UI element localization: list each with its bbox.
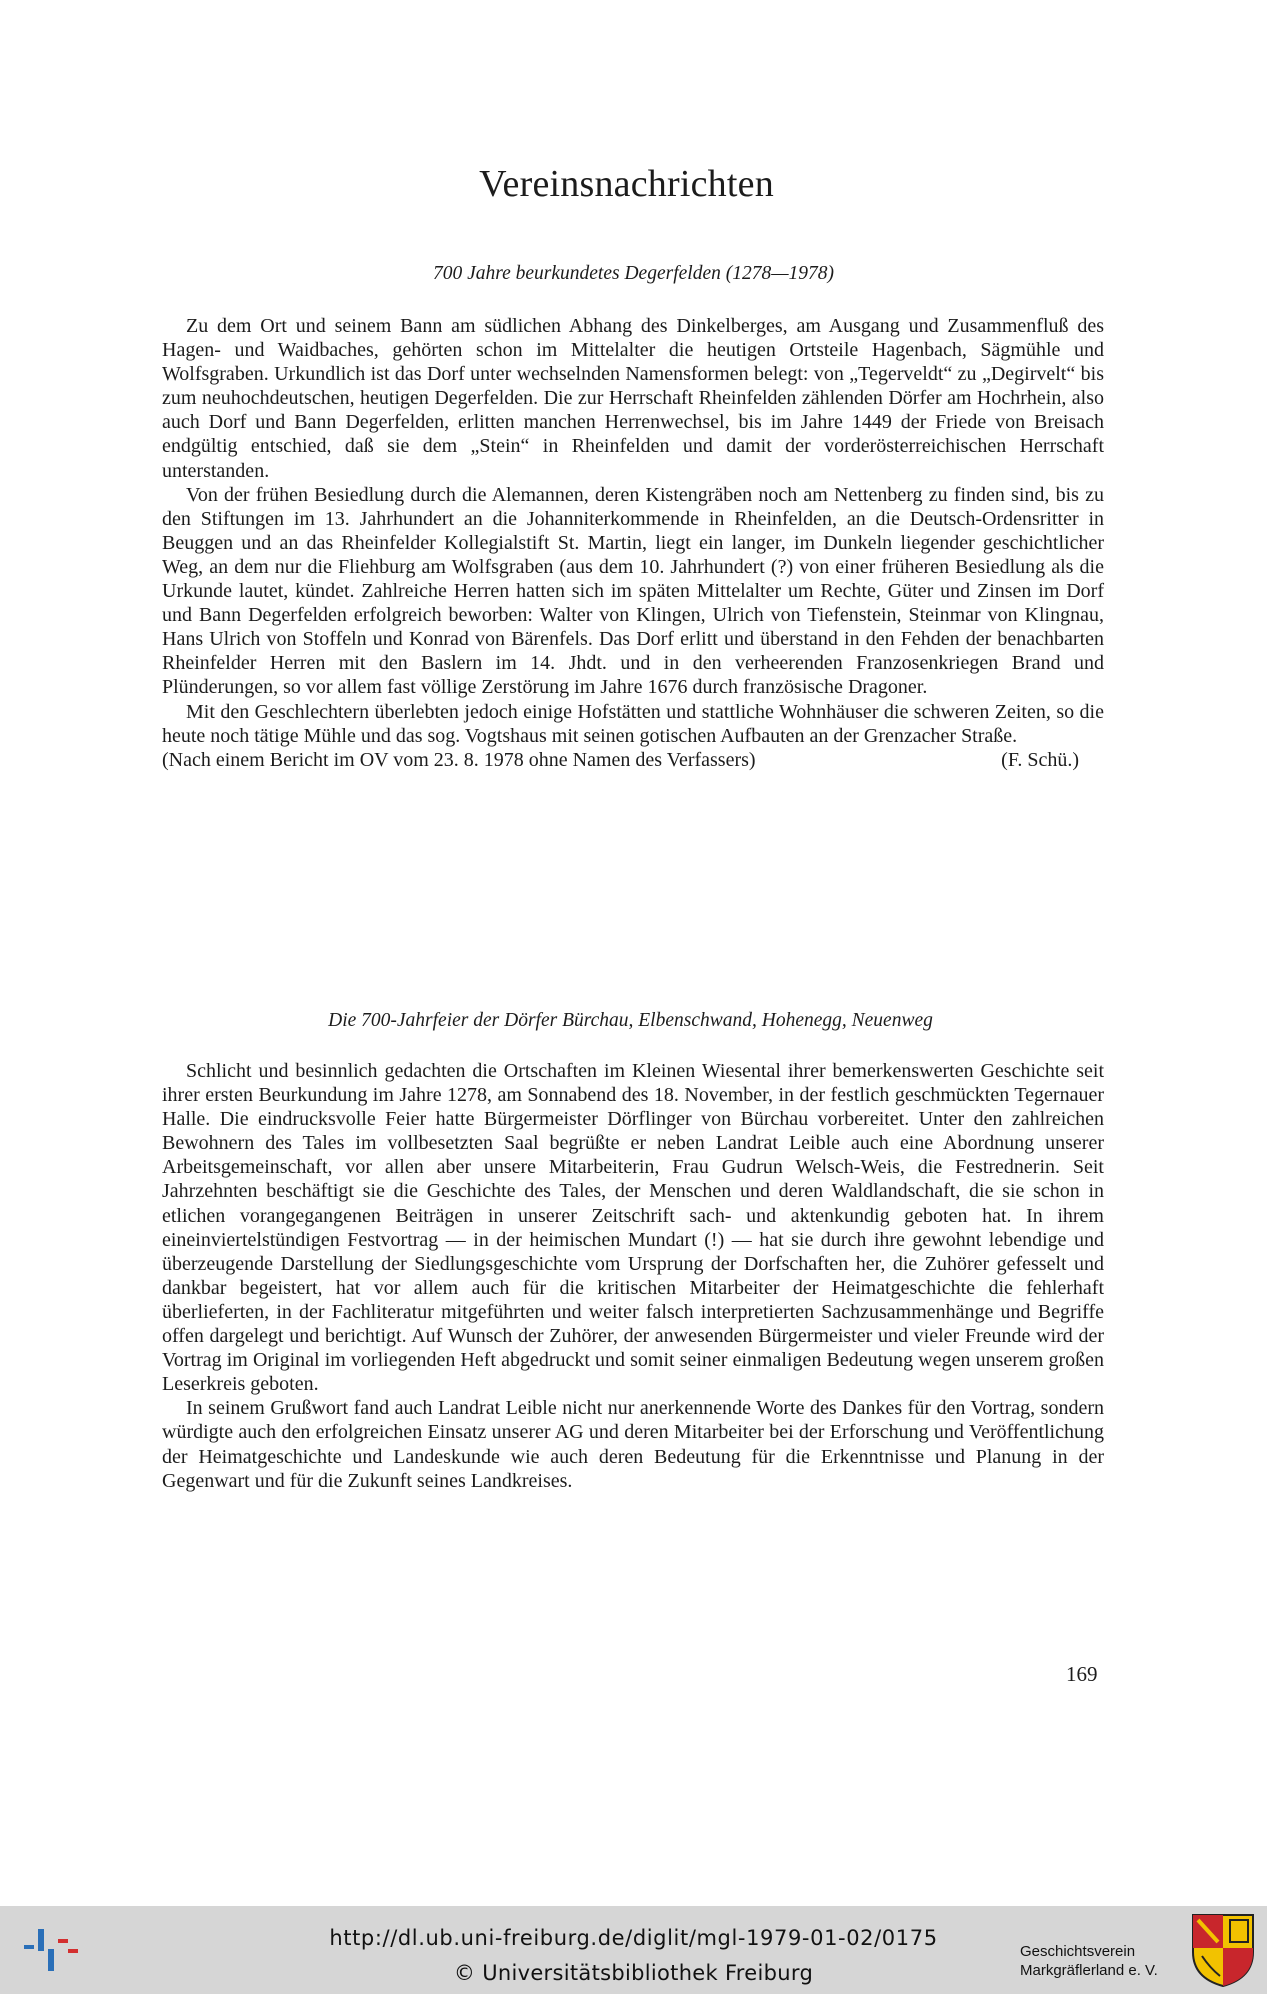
paragraph: Von der frühen Besiedlung durch die Alemannen, deren Kistengräben noch am Nettenberg zu finden sind, bis zu den Stiftungen im 13. Jahrhundert an die Johanniterkommende in Rheinfelden, an die Deutsch-Ordensritter in Beuggen und an das Rheinfelder Kollegialstift St. Martin, liegt ein langer, im Dunkeln liegender geschichtlicher Weg, an dem nur die Fliehburg am Wolfsgraben (aus dem 10. Jahrhundert (?) von einer früheren Besiedlung als die Urkunde lautet, kündet. Zahlreiche Herren hatten sich im späten Mittelalter um Rechte, Güter und Zinsen im Dorf und Bann Degerfelden erfolgreich beworben: Walter von Klingen, Ulrich von Tiefenstein, Steinmar von Klingnau, Hans Ulrich von Stoffeln und Konrad von Bärenfels. Das Dorf erlitt und überstand in den Fehden der benachbarten Rheinfelder Herren mit den Baslern im 14. Jhdt. und in den verheerenden Franzosenkriegen Brand und Plünderungen, so vor allem fast völlige Zerstörung im Jahre 1676 durch französische Dragoner. xyxy=(162,483,1104,699)
article-degerfelden xyxy=(162,314,1104,772)
copyright-notice: © Universitätsbibliothek Freiburg xyxy=(453,1961,814,1985)
document-url-link[interactable]: http://dl.ub.uni-freiburg.de/diglit/mgl-1979-01-02/0175 xyxy=(329,1926,938,1950)
footer-bar xyxy=(0,1906,1267,1994)
article-700-jahrfeier xyxy=(162,1059,1104,1493)
society-name-line2: Markgräflerland e. V. xyxy=(1020,1962,1158,1979)
author-initials: (F. Schü.) xyxy=(1001,748,1079,771)
source-note: (Nach einem Bericht im OV vom 23. 8. 1978 ohne Namen des Verfassers) xyxy=(162,748,756,771)
section-heading-700-jahrfeier: Die 700-Jahrfeier der Dörfer Bürchau, Elbenschwand, Hohenegg, Neuenweg xyxy=(328,1010,933,1031)
source-note-line xyxy=(162,748,1104,772)
paragraph: In seinem Grußwort fand auch Landrat Leible nicht nur anerkennende Worte des Dankes für den Vortrag, sondern würdigte auch den erfolgreichen Einsatz unserer AG und deren Mitarbeiter bei der Erforschung und Veröffentlichung der Heimatgeschichte und Landeskunde wie auch deren Bedeutung für die Erkenntnisse und Planung in der Gegenwart und für die Zukunft seines Landkreises. xyxy=(162,1397,1104,1492)
coat-of-arms-icon[interactable] xyxy=(1190,1912,1256,1988)
paragraph: Zu dem Ort und seinem Bann am südlichen Abhang des Dinkelberges, am Ausgang und Zusammenfluß des Hagen- und Waidbaches, gehörten schon im Mittelalter die heutigen Ortsteile Hagenbach, Sägmühle und Wolfsgraben. Urkundlich ist das Dorf unter wechselnden Namensformen belegt: von „Tegerveldt“ zu „Degirvelt“ bis zum neuhochdeutschen, heutigen Degerfelden. Die zur Herrschaft Rheinfelden zählenden Dörfer am Hochrhein, also auch Dorf und Bann Degerfelden, erlitten manchen Herrenwechsel, bis im Jahre 1449 der Friede von Breisach endgültig entschied, daß sie dem „Stein“ in Rheinfelden und damit der vorderösterreichischen Herrschaft unterstanden. xyxy=(162,315,1104,482)
page-title: Vereinsnachrichten xyxy=(479,163,774,205)
section-heading-degerfelden: 700 Jahre beurkundetes Degerfelden (1278—1978) xyxy=(432,263,835,284)
paragraph: Mit den Geschlechtern überlebten jedoch einige Hofstätten und stattliche Wohnhäuser die schweren Zeiten, so die heute noch tätige Mühle und das sog. Vogtshaus mit seinen gotischen Aufbauten an der Grenzacher Straße. xyxy=(162,700,1104,747)
paragraph: Schlicht und besinnlich gedachten die Ortschaften im Kleinen Wiesental ihrer bemerkenswerten Geschichte seit ihrer ersten Beurkundung im Jahre 1278, am Sonnabend des 18. November, in der festlich geschmückten Tegernauer Halle. Die eindrucksvolle Feier hatte Bürgermeister Dörflinger von Bürchau vorbereitet. Unter den zahlreichen Bewohnern des Tales im vollbesetzten Saal begrüßte er neben Landrat Leible auch eine Abordnung unserer Arbeitsgemeinschaft, vor allen aber unsere Mitarbeiterin, Frau Gudrun Welsch-Weis, die Festrednerin. Seit Jahrzehnten beschäftigt sie die Geschichte des Tales, der Menschen und deren Waldlandschaft, die sie schon in etlichen vorangegangenen Beiträgen in unserer Zeitschrift sach- und aktenkundig geboten hat. In ihrem eineinviertelstündigen Festvortrag — in der heimischen Mundart (!) — hat sie durch ihre gewohnt lebendige und überzeugende Darstellung der Siedlungsgeschichte vom Ursprung der Dorfschaften her, die Zuhörer gefesselt und dankbar begeistert, hat vor allem auch für die kritischen Mitarbeiter der Heimatgeschichte die fehlerhaft überlieferten, in der Fachliteratur mitgeführten und weiter falsch interpretierten Sachzusammenhänge und Begriffe offen dargelegt und berichtigt. Auf Wunsch der Zuhörer, der anwesenden Bürgermeister und vieler Freunde wird der Vortrag im Original im vorliegenden Heft abgedruckt und somit seiner einmaligen Bedeutung wegen unserem großen Leserkreis geboten. xyxy=(162,1060,1104,1396)
society-name xyxy=(1020,1942,1190,1980)
page-number: 169 xyxy=(1066,1662,1098,1686)
society-name-line1: Geschichtsverein xyxy=(1020,1943,1136,1960)
